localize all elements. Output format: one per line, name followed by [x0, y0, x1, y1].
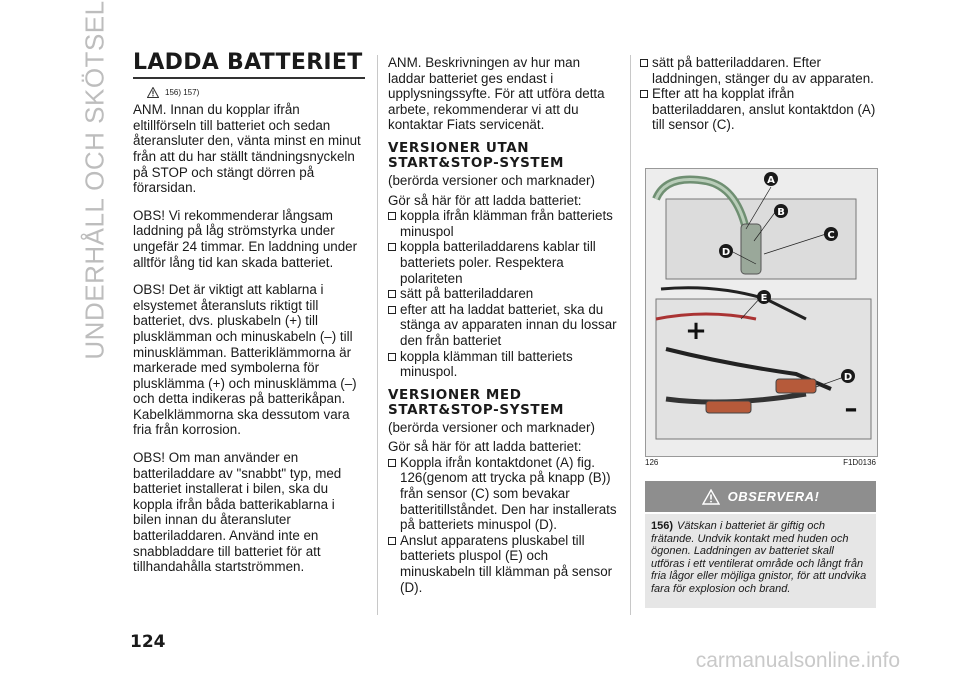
paragraph: ANM. Innan du kopplar ifrån eltillförseln till batteriet och sedan återansluter den, vänta minst en minut från att du har ställt tändningsnyckeln på STOP och stängt dörren på förarsidan.: [133, 102, 361, 196]
paragraph: OBS! Om man använder en batteriladdare av "snabbt" typ, med batteriet installerat i bilen, ska du koppla ifrån båda batterikablarna i bilen innan du återansluter batteriladdaren. Använd inte en snabbladdare till batteriet för att tillhandahålla startströmmen.: [133, 450, 342, 575]
bullet-icon: [388, 459, 396, 467]
page-number: 124: [130, 632, 166, 652]
bullet-icon: [388, 290, 396, 298]
warning-triangle-icon: [147, 87, 159, 98]
reference-numbers: 156) 157): [165, 87, 200, 97]
instruction-lead: Gör så här för att ladda batteriet:: [388, 192, 582, 208]
battery-illustration: [646, 169, 877, 456]
subsection-note: (berörda versioner och marknader): [388, 419, 595, 435]
column-1: [133, 50, 365, 587]
note-title: OBSERVERA!: [727, 489, 820, 504]
note-number: 156): [651, 520, 674, 532]
list-item: Koppla ifrån kontaktdonet (A) fig. 126(genom att trycka på knapp (B)) från sensor (C) som bevakar batteritillståndet. Den har installerats på batteriets minuspol (D).: [388, 455, 620, 533]
plus-symbol: +: [685, 316, 707, 346]
bullet-icon: [640, 90, 648, 98]
callout-label: E: [760, 293, 768, 304]
list-item: koppla batteriladdarens kablar till batteriets poler. Respektera polariteten: [388, 239, 620, 286]
note-header: [645, 481, 876, 512]
list-item: Efter att ha kopplat ifrån batteriladdaren, anslut kontaktdon (A) till sensor (C).: [640, 86, 876, 133]
bullet-icon: [388, 537, 396, 545]
step-list: [388, 208, 620, 380]
instruction-lead: Gör så här för att ladda batteriet:: [388, 439, 582, 455]
subsection-heading: VERSIONER MED START&STOP-SYSTEM: [388, 386, 565, 418]
note-text: Vätskan i batteriet är giftig och frätande. Undvik kontakt med huden och ögonen. Laddningen av batteriet skall utföras i ett ventilerat område och långt från fria lågor eller möjliga gnistor, för att undvika fara för explosion och brand.: [651, 520, 867, 595]
paragraph: OBS! Vi rekommenderar långsam laddning på låg strömstyrka under ungefär 24 timmar. En laddning under alltför lång tid kan skada batteriet.: [133, 207, 358, 270]
minus-symbol: –: [844, 394, 858, 424]
watermark: carmanualsonline.info: [695, 649, 900, 672]
column-3: [640, 55, 876, 133]
callout-label: B: [777, 207, 785, 218]
subsection-heading: VERSIONER UTAN START&STOP-SYSTEM: [388, 139, 565, 171]
bullet-icon: [388, 306, 396, 314]
callout-label: A: [767, 175, 775, 186]
note-body: [645, 514, 876, 608]
figure-code: F1D0136: [843, 458, 876, 467]
subsection-note: (berörda versioner och marknader): [388, 172, 595, 188]
column-divider: [377, 55, 378, 615]
bullet-icon: [388, 212, 396, 220]
figure-number: 126: [645, 458, 659, 467]
callout-label: C: [827, 230, 835, 241]
column-divider: [630, 55, 631, 615]
list-item: koppla klämman till batteriets minuspol.: [388, 349, 620, 380]
bullet-icon: [640, 59, 648, 67]
warning-refs: [147, 85, 365, 101]
list-item: koppla ifrån klämman från batteriets minuspol: [388, 208, 620, 239]
list-item: sätt på batteriladdaren: [388, 286, 620, 302]
paragraph: OBS! Det är viktigt att kablarna i elsystemet återansluts riktigt till batteriet, dvs. pluskabeln (+) till plusklämman och minuskabeln (–) till minusklämman. Batteriklämmorna är markerade med symbolerna för plusklämma (+) och minusklämma (–) och detta indikeras på batterikåpan. Kabelklämmorna ska dessutom vara fria från korrosion.: [133, 282, 357, 438]
list-item: sätt på batteriladdaren. Efter laddningen, stänger du av apparaten.: [640, 55, 876, 86]
battery-figure: [645, 168, 878, 457]
bullet-icon: [388, 243, 396, 251]
column-2: [388, 55, 620, 595]
figure-caption: [645, 458, 876, 467]
warning-triangle-icon: [702, 489, 720, 505]
list-item: efter att ha laddat batteriet, ska du stänga av apparaten innan du lossar den från batteriet: [388, 302, 620, 349]
step-list: [388, 455, 620, 595]
callout-label: D: [721, 247, 731, 258]
list-item: Anslut apparatens pluskabel till batteriets pluspol (E) och minuskabeln till klämman på sensor (D).: [388, 533, 620, 595]
section-heading: LADDA BATTERIET: [133, 55, 365, 79]
bullet-icon: [388, 353, 396, 361]
chapter-side-title: UNDERHÅLL OCH SKÖTSEL: [79, 0, 110, 360]
callout-label: D: [843, 372, 853, 383]
paragraph: ANM. Beskrivningen av hur man laddar batteriet ges endast i upplysningssyfte. För att utföra detta arbete, rekommenderar vi att du kontaktar Fiats servicenät.: [388, 55, 605, 133]
